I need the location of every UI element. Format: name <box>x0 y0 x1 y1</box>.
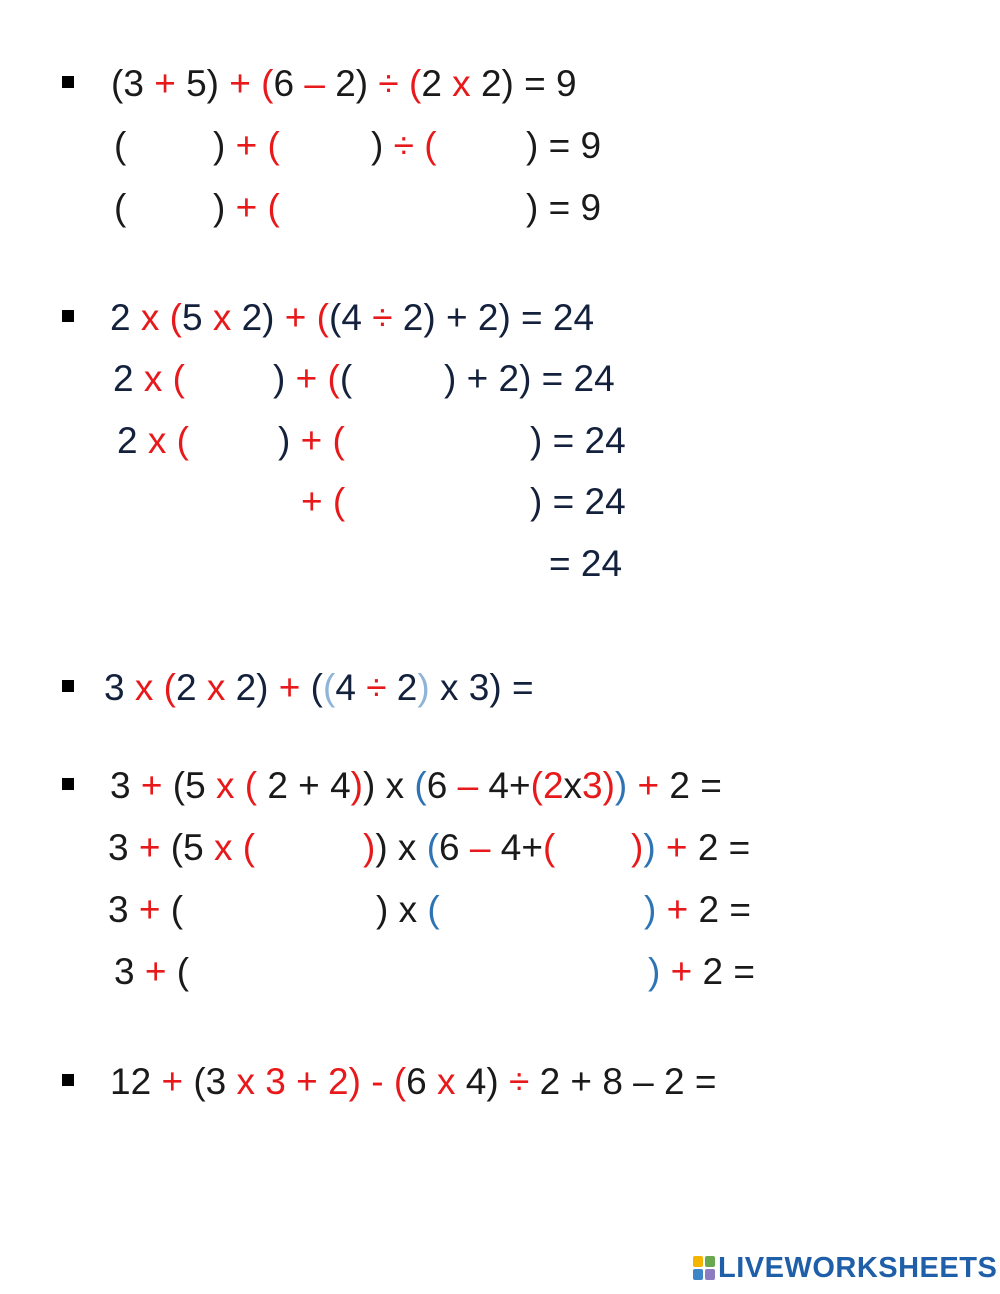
logo-square <box>693 1256 703 1267</box>
problem-2-line-5: = 24 <box>549 543 623 584</box>
problem-2-line-2-part-a: 2 x ( <box>113 358 185 399</box>
bullet <box>62 76 74 88</box>
problem-2-line-2-part-b: ) + (( <box>273 358 353 399</box>
logo-square <box>705 1256 715 1267</box>
bullet <box>62 778 74 790</box>
problem-1-line-1: (3 + 5) + (6 – 2) ÷ (2 x 2) = 9 <box>111 63 577 104</box>
problem-2-line-2-part-c: ) + 2) = 24 <box>444 358 615 399</box>
problem-4-line-2-part-b: )) x (6 – 4+( <box>363 827 556 868</box>
bullet <box>62 310 74 322</box>
liveworksheets-logo <box>693 1253 997 1283</box>
logo-grid-icon <box>693 1256 715 1280</box>
problem-4-line-4-part-a: 3 + ( <box>114 951 190 992</box>
problem-1-line-2-part-a: ( <box>114 125 127 166</box>
problem-1-line-2-part-d: ) = 9 <box>526 125 602 166</box>
problem-4-line-3-part-b: ) x ( <box>376 889 440 930</box>
problem-1-line-3-part-c: ) = 9 <box>526 187 602 228</box>
problem-4-line-4-part-b: ) + 2 = <box>648 951 755 992</box>
problem-2-line-4-part-b: ) = 24 <box>530 481 626 522</box>
logo-text: LIVEWORKSHEETS <box>718 1252 998 1284</box>
problem-4-line-3-part-a: 3 + ( <box>108 889 184 930</box>
bullet <box>62 680 74 692</box>
problem-2-line-4-part-a: + ( <box>301 481 346 522</box>
problem-2-line-3-part-a: 2 x ( <box>117 420 189 461</box>
problem-1-line-2-part-b: ) + ( <box>213 125 280 166</box>
logo-square <box>705 1269 715 1280</box>
problem-4-line-1: 3 + (5 x ( 2 + 4)) x (6 – 4+(2x3)) + 2 = <box>110 765 722 806</box>
problem-4-line-3-part-c: ) + 2 = <box>644 889 751 930</box>
problem-3-line-1: 3 x (2 x 2) + ((4 ÷ 2) x 3) = <box>104 667 534 708</box>
problem-2-line-3-part-b: ) + ( <box>278 420 345 461</box>
problem-1-line-3-part-a: ( <box>114 187 127 228</box>
problem-2-line-3-part-c: ) = 24 <box>530 420 626 461</box>
problem-4-line-2-part-a: 3 + (5 x ( <box>108 827 256 868</box>
problem-5-line-1: 12 + (3 x 3 + 2) - (6 x 4) ÷ 2 + 8 – 2 = <box>110 1061 717 1102</box>
problem-1-line-2-part-c: ) ÷ ( <box>371 125 437 166</box>
logo-square <box>693 1269 703 1280</box>
bullet <box>62 1074 74 1086</box>
problem-4-line-2-part-c: )) + 2 = <box>631 827 751 868</box>
problem-1-line-3-part-b: ) + ( <box>213 187 280 228</box>
problem-2-line-1: 2 x (5 x 2) + ((4 ÷ 2) + 2) = 24 <box>110 297 595 338</box>
